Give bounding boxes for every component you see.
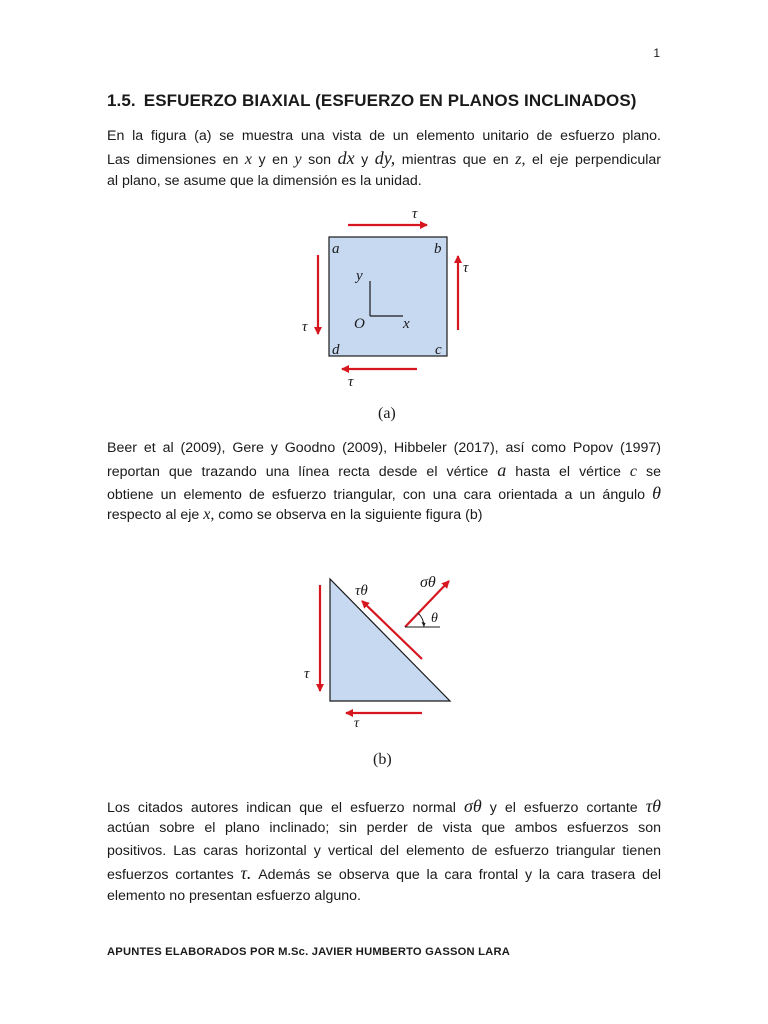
tau-label-top: τ xyxy=(412,206,418,222)
text: se xyxy=(637,464,661,481)
text: respecto al eje xyxy=(107,507,204,524)
text: hasta el vértice xyxy=(506,464,630,481)
paragraph-line: En la figura (a) se muestra una vista de un elemento unitario de esfuerzo plano. xyxy=(107,128,661,144)
math-x: x xyxy=(244,151,253,169)
paragraph-line xyxy=(107,862,661,884)
paragraph-line: al plano, se asume que la dimensión es la unidad. xyxy=(107,172,422,189)
text: reportan que trazando una línea recta desde el vértice xyxy=(107,464,498,481)
sigma-theta-label: σθ xyxy=(420,574,436,591)
paragraph-line xyxy=(107,459,661,481)
theta-label: θ xyxy=(431,611,438,626)
section-title: ESFUERZO BIAXIAL (ESFUERZO EN PLANOS INCLINADOS) xyxy=(143,91,637,110)
math-y: y xyxy=(294,151,302,169)
math-theta: θ xyxy=(652,482,661,503)
y-axis-label: y xyxy=(356,268,363,284)
tau-label-left: τ xyxy=(302,319,308,335)
tau-theta-label: τθ xyxy=(355,583,368,599)
math-sigma-theta: σθ xyxy=(463,796,482,816)
text: como se observa en la siguiente figura (b) xyxy=(214,507,483,524)
math-x: x, xyxy=(203,506,215,524)
paragraph-line xyxy=(107,504,661,526)
tau-label-right: τ xyxy=(463,260,469,276)
paragraph-line: Beer et al (2009), Gere y Goodno (2009), Hibbeler (2017), así como Popov (1997) xyxy=(107,440,661,456)
figure-b-triangular-element xyxy=(290,565,490,775)
math-tau-theta: τθ xyxy=(645,796,661,816)
page-footer: APUNTES ELABORADOS POR M.Sc. JAVIER HUMBERTO GASSON LARA xyxy=(107,946,511,958)
figure-a-caption: (a) xyxy=(378,405,396,422)
math-dy: dy, xyxy=(374,148,396,169)
math-tau: τ. xyxy=(240,863,252,884)
text: Los citados autores indican que el esfuerzo normal xyxy=(107,800,464,816)
vertex-d-label: d xyxy=(332,342,340,358)
x-axis-label: x xyxy=(403,316,410,332)
math-z: z, xyxy=(515,151,526,169)
paragraph-triangular-element xyxy=(107,437,661,527)
section-heading xyxy=(107,91,667,111)
vertex-a-label: a xyxy=(332,241,340,257)
tau-label-horizontal: τ xyxy=(354,716,360,731)
paragraph-line: actúan sobre el plano inclinado; sin perder de vista que ambos esfuerzos son xyxy=(107,820,661,837)
element-square xyxy=(329,237,447,356)
paragraph-line: elemento no presentan esfuerzo alguno. xyxy=(107,887,361,904)
math-dx: dx xyxy=(337,148,355,169)
page-number: 1 xyxy=(653,46,660,60)
figure-b-caption: (b) xyxy=(373,751,392,768)
text: obtiene un elemento de esfuerzo triangular, con una cara orientada a un ángulo xyxy=(107,486,653,503)
math-a: a xyxy=(497,460,507,481)
vertex-c-label: c xyxy=(435,342,442,358)
paragraph-line xyxy=(107,147,661,169)
origin-label: O xyxy=(354,316,365,332)
text: y en xyxy=(252,152,295,169)
math-c: c xyxy=(629,463,637,481)
figure-a-stress-element xyxy=(290,200,490,430)
paragraph-line: positivos. Las caras horizontal y vertical del elemento de esfuerzo triangular tienen xyxy=(107,842,661,859)
vertex-b-label: b xyxy=(434,241,442,257)
text: y el esfuerzo cortante xyxy=(481,800,646,816)
text: Las dimensiones en xyxy=(107,152,245,169)
tau-label-vertical: τ xyxy=(304,666,310,682)
section-number: 1.5. xyxy=(107,91,136,110)
text: esfuerzos cortantes xyxy=(107,867,241,884)
paragraph-intro xyxy=(107,125,661,192)
paragraph-conclusion xyxy=(107,795,661,907)
text: Además se observa que la cara frontal y la cara trasera del xyxy=(251,867,661,884)
text: mientras que en xyxy=(395,152,516,169)
tau-label-bottom: τ xyxy=(348,374,354,390)
text: el eje perpendicular xyxy=(525,152,662,169)
paragraph-line xyxy=(107,482,661,504)
text: son xyxy=(301,152,338,169)
paragraph-line xyxy=(107,795,661,817)
text: y xyxy=(354,152,375,169)
